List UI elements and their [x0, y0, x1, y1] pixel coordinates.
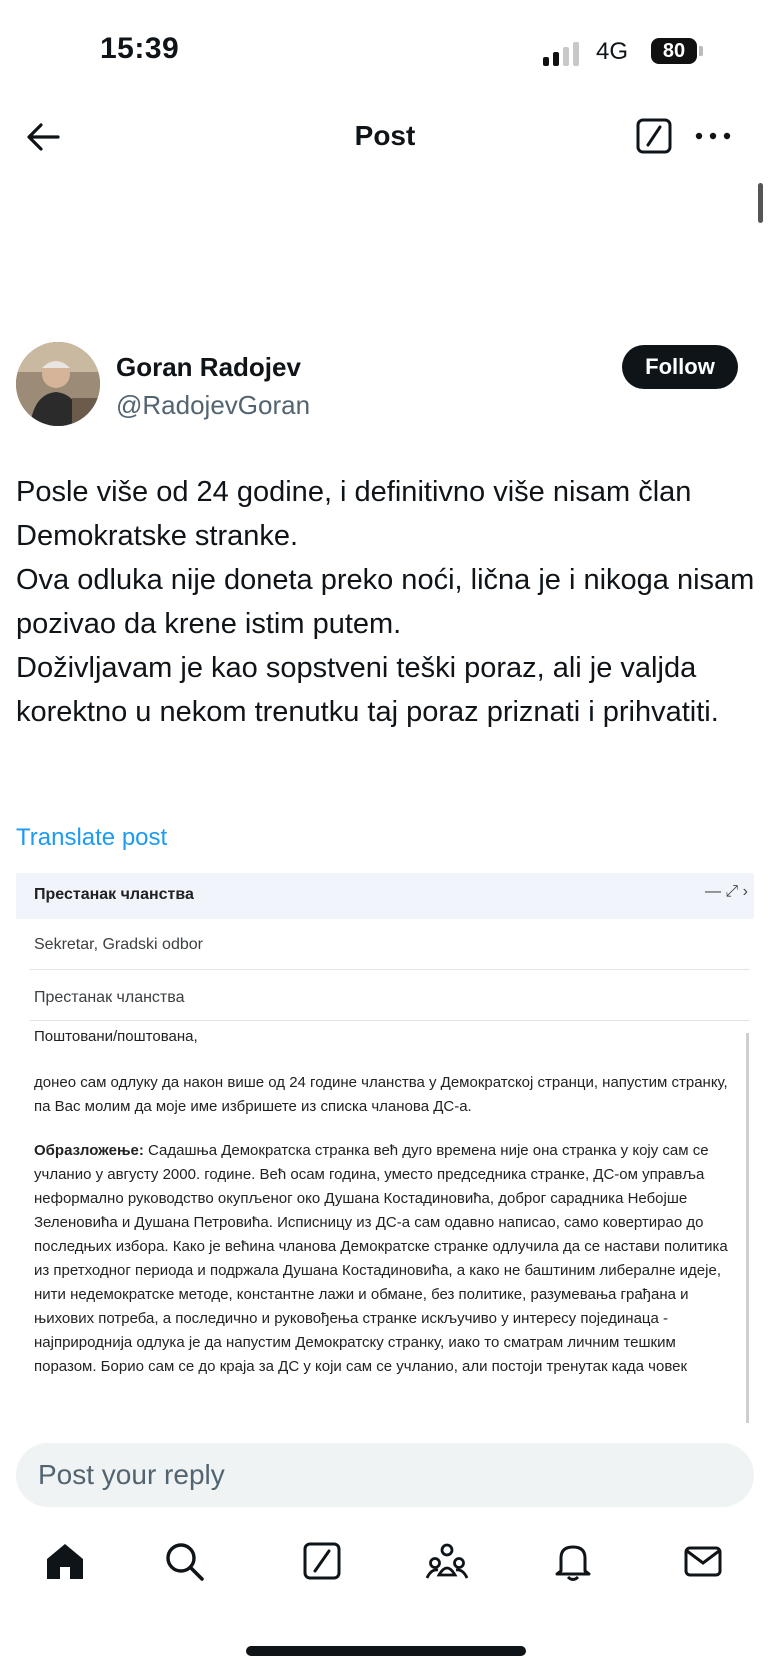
network-type: 4G [596, 38, 629, 65]
email-header [16, 873, 754, 919]
battery-icon: 80 [651, 38, 697, 64]
author-row [0, 340, 770, 430]
divider [30, 969, 750, 970]
author-name[interactable]: Goran Radojev [116, 352, 301, 382]
email-paragraph: донео сам одлуку да након више од 24 године чланства у Демократској странци, напустим странку, па Вас молим да моје име избришете из списка чланова ДС-а. [34, 1074, 728, 1115]
search-icon[interactable] [162, 1539, 206, 1583]
follow-button[interactable]: Follow [622, 345, 738, 389]
status-time: 15:39 [100, 32, 180, 65]
email-title: Престанак чланства [34, 886, 194, 903]
email-body [34, 1025, 740, 1379]
home-icon[interactable] [43, 1539, 87, 1583]
scroll-indicator[interactable] [758, 183, 763, 223]
status-bar [0, 0, 770, 110]
translate-post-link[interactable]: Translate post [16, 824, 168, 851]
avatar[interactable] [16, 342, 100, 426]
battery-tip [699, 46, 703, 56]
post-header [0, 105, 770, 167]
email-greeting: Поштовани/поштована, [34, 1028, 198, 1045]
communities-icon[interactable] [425, 1539, 469, 1583]
reply-input[interactable] [38, 1443, 728, 1507]
email-subject: Престанак чланства [34, 989, 185, 1006]
author-handle[interactable]: @RadojevGoran [116, 390, 311, 420]
post-line: Doživljavam je kao sopstveni teški poraz, ali je valjda korektno u nekom trenutku taj poraz priznati i prihvatiti. [16, 652, 719, 728]
email-rationale-text: Садашња Демократска странка већ дуго времена није она странка у коју сам се учланио у августу 2000. године. Већ осам година, уместо председника странке, ДС-ом управља неформално руководство окупљеног око Душана Костадиновића, доброг сарадника Небојше Зеленовића и Душана Петровића. Исписницу из ДС-а сам одавно написао, само ковертирао до последњих избора. Како је већина чланова Демократске странке одлучила да се настави политика из претходног периода и подржала Душана Костадиновића, а како не баштиним либералне идеје, нити недемократске методе, константне лажи и обмане, без политике, разумевања грађана и њихових потреба, а последично и руковођења странке искључиво у интересу појединаца - најприроднија одлука је да напустим Демократску странку, иако то сматрам личним тешким поразом. Борио сам се до краја за ДС у који сам се учланио, али постоји тренутак када човек [34, 1142, 728, 1375]
messages-icon[interactable] [681, 1539, 725, 1583]
post-line: Ova odluka nije doneta preko noći, lična je i nikoga nisam pozivao da krene istim putem. [16, 564, 755, 640]
signal-icon [543, 40, 583, 66]
email-rationale-label: Образложење: [34, 1142, 144, 1159]
post-text [16, 470, 756, 734]
divider [30, 1020, 750, 1021]
more-options-icon[interactable] [693, 123, 733, 149]
email-from: Sekretar, Gradski odbor [34, 936, 203, 953]
email-paragraph [34, 1139, 740, 1379]
post-image[interactable] [16, 873, 754, 1426]
bottom-nav [0, 1525, 770, 1605]
email-window-controls: — ⤢ › [704, 883, 748, 900]
post-line: Posle više od 24 godine, i definitivno više nisam član Demokratske stranke. [16, 476, 692, 552]
grok-icon[interactable] [300, 1539, 344, 1583]
page-title: Post [354, 120, 416, 151]
home-indicator[interactable] [246, 1646, 526, 1656]
notifications-icon[interactable] [551, 1539, 595, 1583]
grok-icon[interactable] [636, 118, 672, 154]
reply-box[interactable] [16, 1443, 754, 1507]
email-scrollbar [746, 1033, 749, 1423]
